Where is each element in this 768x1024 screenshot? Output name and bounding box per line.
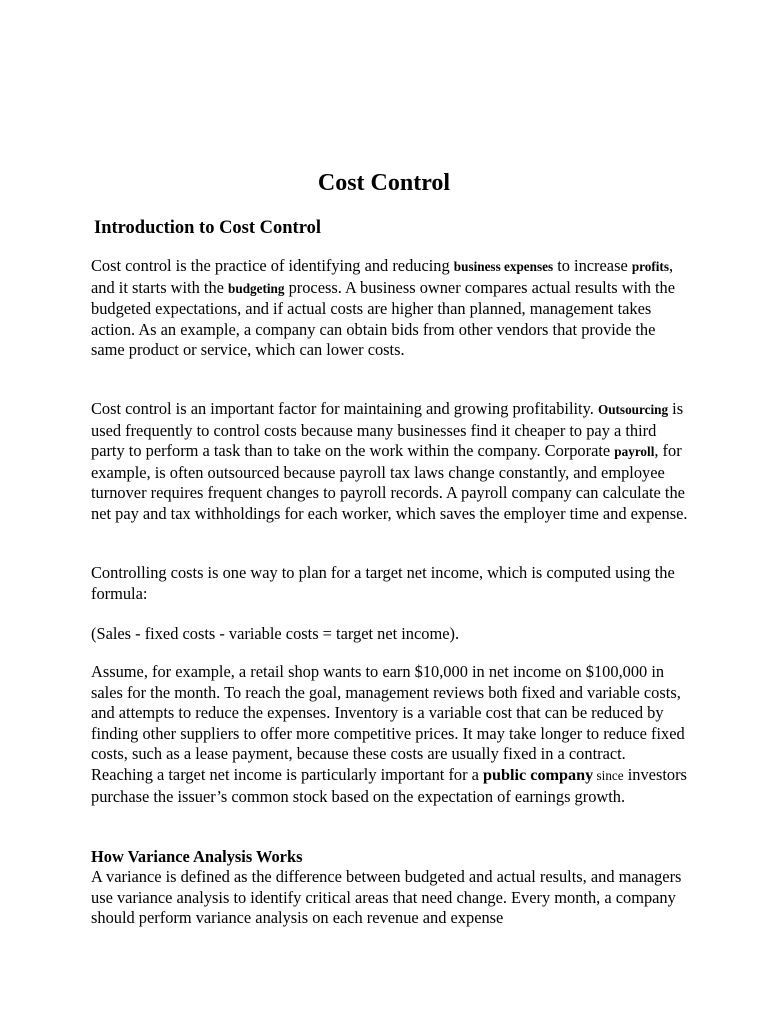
paragraph-text: , for example, is often outsourced because payroll tax laws change constantly, and employee turnover requires frequent changes to payroll records. A payroll company can calculate the net pay and tax withholdings for each worker, which saves the employer time and expense. xyxy=(91,441,688,523)
term-outsourcing: Outsourcing xyxy=(597,402,669,417)
section-heading-variance-analysis: How Variance Analysis Works xyxy=(91,847,303,866)
paragraph-text: to increase xyxy=(553,256,632,275)
section-heading-introduction: Introduction to Cost Control xyxy=(94,218,321,238)
term-business-expenses: business expenses xyxy=(453,259,554,274)
paragraph-text: Assume, for example, a retail shop wants to earn $10,000 in net income on $100,000 in sales for the month. To reach the goal, management reviews both fixed and variable costs, and attempts to reduce the expenses. Inventory is a variable cost that can be reduced by finding other suppliers to offer more competitive prices. It may take longer to reduce fixed costs, such as a lease payment, because these costs are usually fixed in a contract. Reaching a target net income is particularly important for a xyxy=(91,662,685,784)
paragraph-text: Cost control is the practice of identifying and reducing xyxy=(91,256,454,275)
paragraph-text: process. A business owner compares actual results with the budgeted expectations, and if actual costs are higher than planned, management takes action. As an example, a company can obtain bids from other vendors that provide the same product or service, which can lower costs. xyxy=(91,277,676,360)
term-payroll: payroll xyxy=(614,444,655,460)
paragraph-outsourcing xyxy=(91,399,691,525)
paragraph-text-small: since xyxy=(593,767,624,783)
term-profits: profits xyxy=(631,259,669,274)
paragraph-variance-definition: A variance is defined as the difference between budgeted and actual results, and managers use variance analysis to identify critical areas that need change. Every month, a company should perform variance analysis on each revenue and expense xyxy=(91,867,682,928)
paragraph-target-net-income: Controlling costs is one way to plan for a target net income, which is computed using the formula: xyxy=(91,563,675,603)
paragraph-text: Cost control is an important factor for maintaining and growing profitability. xyxy=(91,399,598,418)
page-title: Cost Control xyxy=(317,170,451,196)
paragraph-retail-example xyxy=(91,662,691,807)
term-budgeting: budgeting xyxy=(228,280,285,296)
paragraph-text: , and it starts with the xyxy=(91,256,674,297)
paragraph-formula: (Sales - fixed costs - variable costs = target net income). xyxy=(91,624,460,643)
term-public-company: public company xyxy=(483,765,594,784)
paragraph-cost-control-definition xyxy=(91,256,691,361)
paragraph-text: is used frequently to control costs because many businesses find it cheaper to pay a third party to perform a task than to take on the work within the company. Corporate xyxy=(91,399,684,461)
paragraph-text: investors purchase the issuer’s common stock based on the expectation of earnings growth. xyxy=(91,764,687,806)
